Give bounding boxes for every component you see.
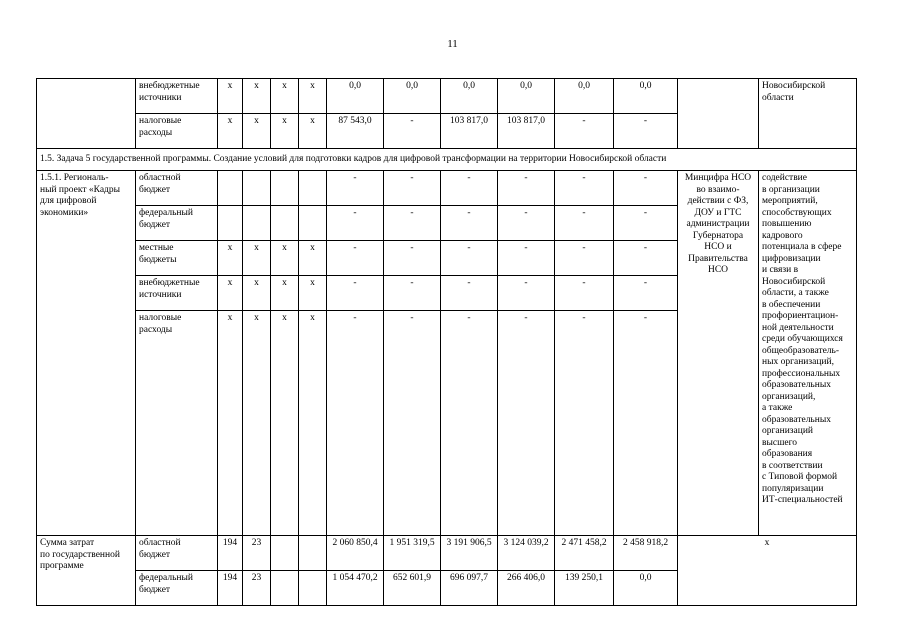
result-cell-line: способствующих xyxy=(762,207,832,218)
source-cell-line: налоговые xyxy=(139,116,182,126)
source-cell-line: областной xyxy=(139,173,181,183)
result-cell-line: образовательных xyxy=(762,380,831,390)
result-cell-line: а также xyxy=(762,403,793,413)
source-cell-line: источники xyxy=(139,92,182,103)
executor-cell-line: действии с ФЗ, xyxy=(687,196,749,206)
code-cell: х xyxy=(271,276,299,311)
source-cell-line: внебюджетные xyxy=(139,278,200,288)
amount-cell: - xyxy=(327,171,384,206)
result-cell xyxy=(759,79,857,149)
page-number: 11 xyxy=(447,38,458,50)
amount-cell: - xyxy=(441,311,498,536)
result-cell-line: профориентацион- xyxy=(762,311,839,321)
amount-cell: - xyxy=(384,311,441,536)
amount-cell: 3 191 906,5 xyxy=(441,536,498,571)
code-cell: х xyxy=(243,276,271,311)
code-cell: х xyxy=(218,276,243,311)
amount-cell: 1 951 319,5 xyxy=(384,536,441,571)
table-row xyxy=(37,171,857,206)
amount-cell: 0,0 xyxy=(384,79,441,114)
project-name-cell-line: ный проект «Кадры xyxy=(40,184,121,195)
project-name-cell xyxy=(37,171,136,536)
result-cell-line: с Типовой формой xyxy=(762,472,838,482)
code-cell: х xyxy=(271,311,299,536)
amount-cell: - xyxy=(555,171,614,206)
source-cell-line: федеральный xyxy=(139,573,193,583)
source-cell-line: бюджет xyxy=(139,184,171,195)
task-header: 1.5. Задача 5 государственной программы. Создание условий для подготовки кадров для цифровой трансформации на территории Новосибирской области xyxy=(37,149,857,171)
amount-cell: - xyxy=(384,206,441,241)
amount-cell: - xyxy=(614,276,678,311)
executor-cell-line: НСО и xyxy=(704,242,732,252)
source-cell xyxy=(136,311,218,536)
code-cell xyxy=(299,536,327,571)
code-cell xyxy=(218,171,243,206)
result-cell-line: и связи в xyxy=(762,265,799,275)
project-name-cell-line: для цифровой xyxy=(40,196,97,206)
amount-cell: - xyxy=(327,241,384,276)
code-cell xyxy=(243,206,271,241)
result-cell-line: высшего xyxy=(762,437,798,448)
source-cell-line: местные xyxy=(139,243,174,253)
source-cell-line: расходы xyxy=(139,127,173,138)
result-cell-line: повышению xyxy=(762,219,812,229)
amount-cell: 0,0 xyxy=(614,79,678,114)
amount-cell: - xyxy=(555,241,614,276)
code-cell xyxy=(271,206,299,241)
amount-cell: - xyxy=(441,206,498,241)
code-cell xyxy=(271,571,299,606)
source-cell xyxy=(136,241,218,276)
summary-name-cell-line: Сумма затрат xyxy=(40,538,95,548)
amount-cell: 0,0 xyxy=(614,571,678,606)
executor-cell-line: администрации xyxy=(686,219,750,229)
source-cell-line: расходы xyxy=(139,324,173,335)
code-cell: х xyxy=(299,241,327,276)
amount-cell: - xyxy=(498,276,555,311)
table-row xyxy=(37,536,857,571)
result-cell-line: в организации xyxy=(762,184,820,195)
code-cell: х xyxy=(299,276,327,311)
summary-name-cell-line: программе xyxy=(40,561,84,571)
executor-cell-line: ДОУ и ГТС xyxy=(694,207,742,218)
code-cell: х xyxy=(218,311,243,536)
amount-cell: - xyxy=(614,241,678,276)
amount-cell: - xyxy=(498,311,555,536)
result-cell-line: в обеспечении xyxy=(762,299,821,310)
amount-cell: - xyxy=(384,241,441,276)
amount-cell: 103 817,0 xyxy=(498,114,555,149)
source-cell xyxy=(136,276,218,311)
table-body xyxy=(37,79,857,606)
project-name-cell-line: экономики» xyxy=(40,207,89,218)
code-cell: х xyxy=(218,241,243,276)
amount-cell: 0,0 xyxy=(441,79,498,114)
amount-cell: - xyxy=(555,206,614,241)
amount-cell: 0,0 xyxy=(327,79,384,114)
executor-cell-line: НСО xyxy=(707,265,729,275)
result-cell-line: ИТ-специальностей xyxy=(762,495,843,505)
result-cell-line: содействие xyxy=(762,173,807,183)
summary-name-cell xyxy=(37,536,136,606)
code-cell xyxy=(299,171,327,206)
amount-cell: 1 054 470,2 xyxy=(327,571,384,606)
amount-cell: 139 250,1 xyxy=(555,571,614,606)
amount-cell: 103 817,0 xyxy=(441,114,498,149)
code-cell: х xyxy=(243,79,271,114)
code-cell xyxy=(218,206,243,241)
amount-cell: - xyxy=(555,311,614,536)
amount-cell: - xyxy=(441,241,498,276)
code-cell xyxy=(243,171,271,206)
amount-cell: - xyxy=(614,171,678,206)
amount-cell: - xyxy=(441,276,498,311)
amount-cell: - xyxy=(384,276,441,311)
code-cell: 23 xyxy=(243,536,271,571)
result-cell-line: Новосибирской xyxy=(762,276,826,287)
result-cell-line: мероприятий, xyxy=(762,196,818,206)
source-cell-line: бюджет xyxy=(139,219,171,230)
executor-cell xyxy=(678,171,759,536)
source-cell-line: источники xyxy=(139,289,182,300)
code-cell: х xyxy=(271,79,299,114)
code-cell xyxy=(299,206,327,241)
result-cell-line: среди обучающихся xyxy=(762,334,843,344)
source-cell-line: областной xyxy=(139,538,181,548)
source-cell xyxy=(136,79,218,114)
item-name-cell xyxy=(37,79,136,149)
amount-cell: 0,0 xyxy=(555,79,614,114)
code-cell: х xyxy=(243,311,271,536)
amount-cell: 2 471 458,2 xyxy=(555,536,614,571)
code-cell: х xyxy=(243,241,271,276)
result-cell-line: популяризации xyxy=(762,483,824,494)
result-cell-line: образовательных xyxy=(762,414,831,425)
source-cell-line: налоговые xyxy=(139,313,182,323)
code-cell: 23 xyxy=(243,571,271,606)
amount-cell: 2 458 918,2 xyxy=(614,536,678,571)
result-cell-line: Новосибирской xyxy=(762,81,826,91)
project-name-cell-line: 1.5.1. Региональ- xyxy=(40,173,109,183)
result-cell-line: цифровизации xyxy=(762,253,821,264)
result-cell-line: потенциала в сфере xyxy=(762,242,842,252)
result-cell-line: кадрового xyxy=(762,230,803,241)
source-cell-line: бюджет xyxy=(139,584,171,595)
code-cell: х xyxy=(243,114,271,149)
code-cell: х xyxy=(218,114,243,149)
program-table xyxy=(36,78,857,606)
amount-cell: - xyxy=(327,311,384,536)
code-cell xyxy=(271,171,299,206)
amount-cell: - xyxy=(555,114,614,149)
executor-cell xyxy=(678,79,759,149)
amount-cell: - xyxy=(614,311,678,536)
code-cell xyxy=(299,571,327,606)
result-cell-line: организаций, xyxy=(762,391,816,402)
amount-cell: 266 406,0 xyxy=(498,571,555,606)
amount-cell: 2 060 850,4 xyxy=(327,536,384,571)
amount-cell: - xyxy=(498,241,555,276)
amount-cell: 652 601,9 xyxy=(384,571,441,606)
source-cell xyxy=(136,171,218,206)
source-cell-line: бюджеты xyxy=(139,254,177,265)
code-cell: 194 xyxy=(218,536,243,571)
amount-cell: - xyxy=(555,276,614,311)
amount-cell: - xyxy=(384,171,441,206)
code-cell: х xyxy=(218,79,243,114)
code-cell: 194 xyxy=(218,571,243,606)
amount-cell: - xyxy=(441,171,498,206)
result-cell-line: области, а также xyxy=(762,288,829,298)
code-cell: х xyxy=(271,114,299,149)
amount-cell: - xyxy=(327,206,384,241)
source-cell-line: внебюджетные xyxy=(139,81,200,91)
amount-cell: 3 124 039,2 xyxy=(498,536,555,571)
amount-cell: 0,0 xyxy=(498,79,555,114)
amount-cell: - xyxy=(327,276,384,311)
code-cell: х xyxy=(271,241,299,276)
table-row xyxy=(37,79,857,114)
source-cell xyxy=(136,206,218,241)
result-cell-line: образования xyxy=(762,449,813,459)
result-cell-line: ных организаций, xyxy=(762,357,834,367)
amount-cell: - xyxy=(384,114,441,149)
executor-cell-line: Правительства xyxy=(688,253,748,264)
result-cell-line: профессиональных xyxy=(762,368,841,379)
code-cell: х xyxy=(299,114,327,149)
code-cell: х xyxy=(299,79,327,114)
executor-cell-line: Минцифра НСО xyxy=(684,173,752,183)
result-cell-line: в соответствии xyxy=(762,460,823,471)
summary-result-cell: х xyxy=(678,536,857,606)
executor-cell-line: во взаимо- xyxy=(696,184,740,195)
source-cell xyxy=(136,571,218,606)
result-cell-line: общеобразователь- xyxy=(762,345,840,356)
amount-cell: - xyxy=(498,171,555,206)
amount-cell: 696 097,7 xyxy=(441,571,498,606)
summary-name-cell-line: по государственной xyxy=(40,549,120,560)
result-cell-line: области xyxy=(762,92,794,103)
executor-cell-line: Губернатора xyxy=(692,230,744,241)
amount-cell: 87 543,0 xyxy=(327,114,384,149)
source-cell-line: бюджет xyxy=(139,549,171,560)
result-cell xyxy=(759,171,857,536)
source-cell-line: федеральный xyxy=(139,208,193,218)
result-cell-line: организаций xyxy=(762,426,814,436)
amount-cell: - xyxy=(614,114,678,149)
amount-cell: - xyxy=(614,206,678,241)
code-cell: х xyxy=(299,311,327,536)
source-cell xyxy=(136,536,218,571)
result-cell-line: ной деятельности xyxy=(762,322,834,333)
source-cell xyxy=(136,114,218,149)
code-cell xyxy=(271,536,299,571)
amount-cell: - xyxy=(498,206,555,241)
table-row xyxy=(37,149,857,171)
